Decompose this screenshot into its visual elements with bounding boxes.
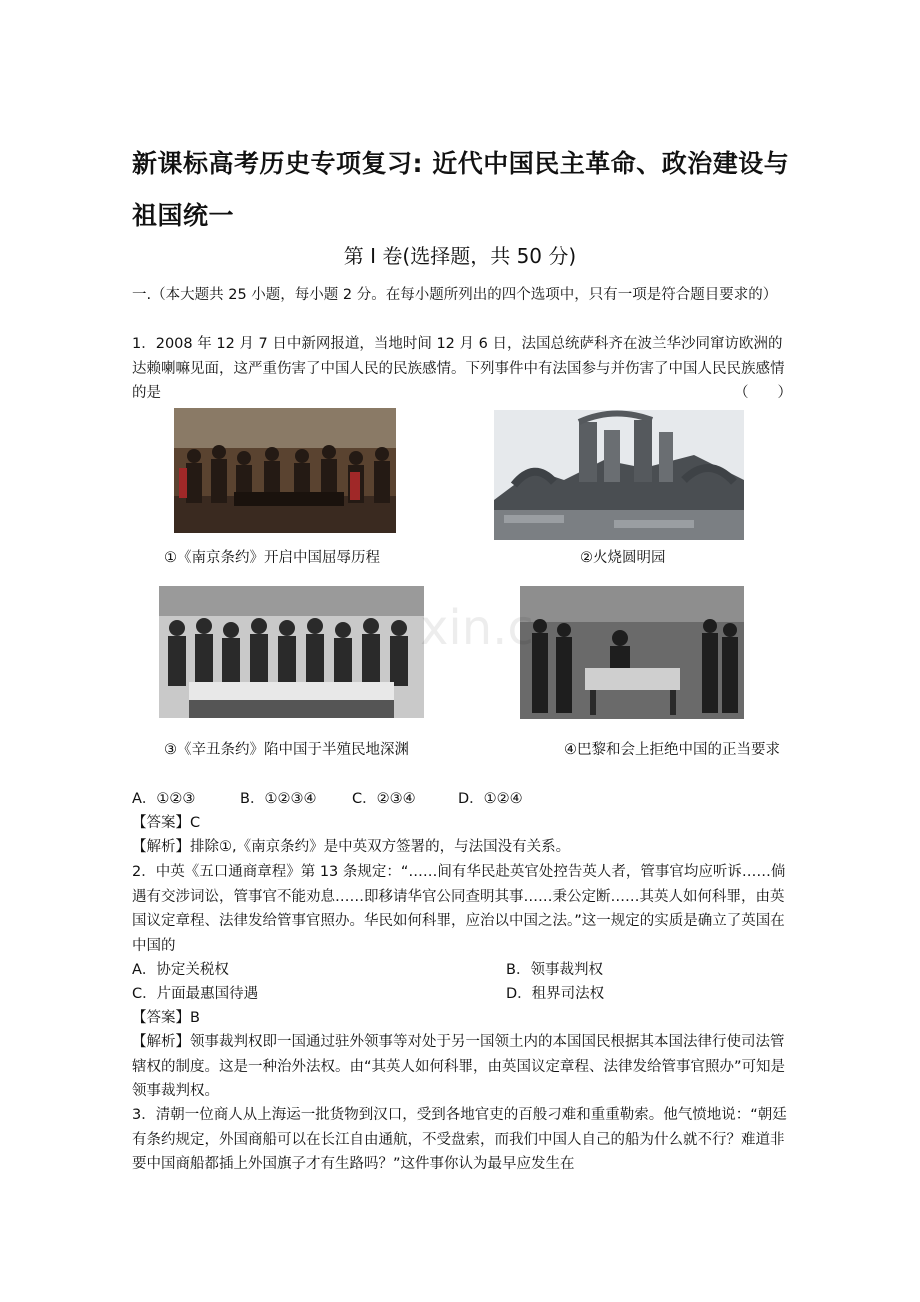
question-2-stem: 2．中英《五口通商章程》第 13 条规定：“……间有华民赴英官处控告英人者，管事官均应听诉……倘遇有交涉词讼，管事官不能劝息……即移请华官公同查明其事……秉公定断……其英人如何科罪，由英国议定章程、法律发给管事官照办。华民如何科罪，应治以中国之法。”这一规定的实质是确立了英国在中国的 (132, 864, 786, 954)
question-3-stem: 3．清朝一位商人从上海运一批货物到汉口，受到各地官吏的百般刁难和重重勒索。他气愤地说：“朝廷有条约规定，外国商船可以在长江自由通航，不受盘索，而我们中国人自己的船为什么就不行？难道非要中国商船都插上外国旗子才有生路吗？”这件事你认为最早应发生在 (132, 1107, 787, 1172)
question-1-text: 1．2008 年 12 月 7 日中新网报道，当地时间 12 月 6 日，法国总统萨科齐在波兰华沙同窜访欧洲的达赖喇嘛见面，这严重伤害了中国人民的民族感情。下列事件中有法国参与并伤害了中国人民民族感情的是 (132, 336, 785, 401)
q2-option-c: C．片面最惠国待遇 (132, 986, 259, 1002)
q2-option-a: A．协定关税权 (132, 962, 229, 978)
q1-answer: 【答案】C (132, 815, 201, 831)
q1-option-c: C．②③④ (352, 791, 416, 807)
photo-yuanmingyuan-ruins (494, 410, 744, 540)
q2-answer: 【答案】B (132, 1010, 200, 1026)
q1-option-d: D．①②④ (458, 791, 523, 807)
caption-3: ③《辛丑条约》陷中国于半殖民地深渊 (164, 742, 409, 758)
q1-option-b: B．①②③④ (240, 791, 317, 807)
section-title: 第 I 卷(选择题，共 50 分) (343, 244, 577, 268)
watermark: xin.c (420, 600, 534, 656)
photo-nanjing-treaty (174, 408, 396, 533)
caption-4: ④巴黎和会上拒绝中国的正当要求 (564, 742, 780, 758)
section-intro: 一.（本大题共 25 小题，每小题 2 分。在每小题所列出的四个选项中，只有一项是符合题目要求的） (132, 287, 778, 303)
photo-paris-peace-conference (520, 586, 744, 719)
q2-analysis: 【解析】领事裁判权即一国通过驻外领事等对处于另一国领土内的本国国民根据其本国法律行使司法管辖权的制度。这是一种治外法权。由“其英人如何科罪，由英国议定章程、法律发给管事官照办”可知是领事裁判权。 (132, 1034, 786, 1099)
answer-paren: （ ） (734, 385, 792, 401)
photo-xinchou-treaty (159, 586, 424, 718)
q1-option-a: A．①②③ (132, 791, 196, 807)
caption-2: ②火烧圆明园 (580, 550, 666, 566)
q2-option-b: B．领事裁判权 (506, 962, 603, 978)
page-title: 新课标高考历史专项复习: 近代中国民主革命、政治建设与祖国统一 (132, 149, 790, 230)
q1-analysis: 【解析】排除①,《南京条约》是中英双方签署的，与法国没有关系。 (132, 839, 571, 855)
caption-1: ①《南京条约》开启中国屈辱历程 (164, 550, 380, 566)
question-1-stem (132, 332, 792, 406)
q2-option-d: D．租界司法权 (506, 986, 605, 1002)
